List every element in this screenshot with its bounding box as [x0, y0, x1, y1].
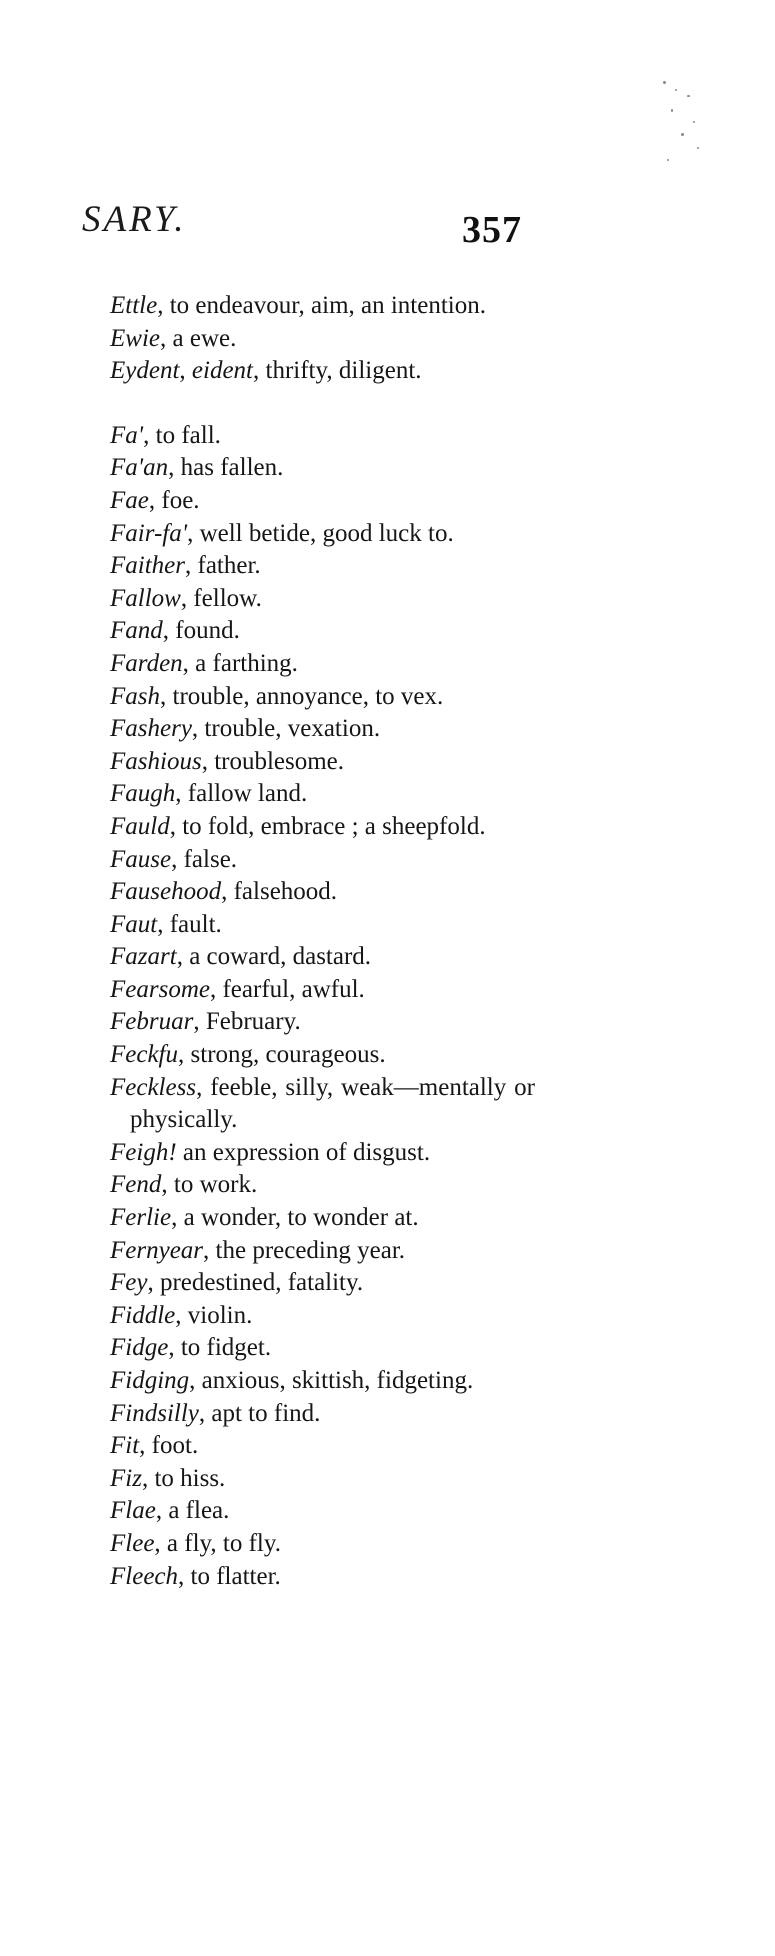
glossary-entry: [110, 1267, 535, 1300]
definition: , to fold, embrace ; a sheepfold.: [169, 812, 486, 840]
glossary-entry: [110, 876, 535, 909]
headword: Flae: [110, 1497, 156, 1525]
definition: , feeble, silly, weak—mentally or physically.: [130, 1073, 535, 1134]
glossary-entry: [110, 615, 535, 648]
definition: , a fly, to fly.: [154, 1529, 282, 1557]
glossary-entry: [110, 290, 535, 323]
page-edge-specks: [653, 75, 713, 175]
headword: Fashious: [110, 747, 202, 775]
glossary-entry: [110, 1495, 535, 1528]
definition: , a flea.: [155, 1497, 230, 1525]
definition: , trouble, vexation.: [191, 715, 381, 743]
glossary-entry: [110, 778, 535, 811]
headword: Fashery: [110, 715, 192, 743]
glossary-entry: [110, 1202, 535, 1235]
glossary-entry: [110, 1561, 535, 1594]
headword: Feigh!: [110, 1138, 177, 1166]
glossary-entry: [110, 420, 535, 453]
headword: Fiz: [110, 1464, 142, 1492]
headword: Flee: [110, 1529, 155, 1557]
glossary-entry: [110, 1137, 535, 1170]
headword: Fair-fa': [110, 519, 188, 547]
glossary-entry: [110, 713, 535, 746]
definition: , trouble, annoyance, to vex.: [160, 682, 444, 710]
headword: Ewie: [110, 324, 160, 352]
glossary-entry: [110, 811, 535, 844]
headword: Eydent: [110, 357, 180, 385]
glossary-entries: [110, 290, 535, 1593]
headword: Fazart: [110, 943, 177, 971]
headword: Fidge: [110, 1334, 169, 1362]
definition: an expression of disgust.: [176, 1138, 431, 1166]
definition: , to flatter.: [178, 1562, 281, 1590]
glossary-entry: [110, 518, 535, 551]
definition: , has fallen.: [168, 454, 284, 482]
glossary-entry: [110, 1235, 535, 1268]
glossary-entry: [110, 648, 535, 681]
definition: , false.: [171, 845, 238, 873]
headword: Fearsome: [110, 975, 210, 1003]
definition: ,: [179, 357, 192, 385]
headword: Fauld: [110, 812, 170, 840]
headword: Fause: [110, 845, 172, 873]
definition: , to fall.: [143, 421, 221, 449]
headword: Ferlie: [110, 1204, 172, 1232]
glossary-entry: [110, 844, 535, 877]
glossary-entry: [110, 1398, 535, 1431]
headword: Fiddle: [110, 1301, 176, 1329]
definition: , foe.: [148, 486, 200, 514]
headword: Fausehood: [110, 878, 222, 906]
glossary-entry: [110, 909, 535, 942]
headword: Fernyear: [110, 1236, 204, 1264]
definition: , fault.: [157, 910, 222, 938]
definition: , a farthing.: [182, 649, 298, 677]
glossary-entry: [110, 1463, 535, 1496]
definition: , thrifty, diligent.: [253, 357, 422, 385]
definition: , anxious, skittish, fidgeting.: [189, 1367, 474, 1394]
headword: Fit: [110, 1432, 140, 1460]
headword: Fallow: [110, 584, 181, 612]
definition: , a wonder, to wonder at.: [171, 1204, 419, 1232]
definition: , violin.: [175, 1301, 253, 1329]
running-head: SARY.: [82, 199, 187, 240]
definition: , strong, courageous.: [178, 1041, 386, 1069]
glossary-entry: [110, 452, 535, 485]
definition: , fallow land.: [175, 780, 308, 808]
headword: Fey: [110, 1269, 148, 1297]
definition: , February.: [193, 1008, 301, 1036]
definition: , apt to find.: [198, 1399, 321, 1427]
headword: Faither: [110, 552, 185, 580]
definition: , to work.: [161, 1171, 258, 1199]
definition: , foot.: [139, 1432, 199, 1460]
headword: Farden: [110, 649, 183, 677]
headword: Fae: [110, 486, 149, 514]
headword: Fend: [110, 1171, 162, 1199]
glossary-entry: [110, 1039, 535, 1072]
definition: , fearful, awful.: [209, 975, 365, 1003]
headword: Februar: [110, 1008, 194, 1036]
definition: , troublesome.: [201, 747, 345, 775]
glossary-entry: [110, 1430, 535, 1463]
definition: , found.: [162, 617, 240, 645]
definition: , father.: [185, 552, 261, 580]
glossary-entry: [110, 746, 535, 779]
glossary-entry: [110, 1332, 535, 1365]
glossary-entry: [110, 355, 535, 388]
glossary-entry: [110, 1300, 535, 1333]
definition: , well betide, good luck to.: [187, 519, 454, 547]
glossary-entry: [110, 550, 535, 583]
headword: Fidging: [110, 1367, 190, 1394]
headword-variant: eident: [191, 357, 254, 385]
headword: Faugh: [110, 780, 176, 808]
glossary-entry: [110, 1528, 535, 1561]
headword: Fleech: [110, 1562, 179, 1590]
glossary-entry: [110, 681, 535, 714]
glossary-entry: [110, 1072, 535, 1137]
headword: Findsilly: [110, 1399, 199, 1427]
definition: , a coward, dastard.: [176, 943, 372, 971]
definition: , a ewe.: [160, 324, 237, 352]
definition: , the preceding year.: [203, 1236, 406, 1264]
definition: , to hiss.: [141, 1464, 226, 1492]
glossary-entry: [110, 485, 535, 518]
headword: Faut: [110, 910, 158, 938]
headword: Ettle: [110, 292, 158, 319]
glossary-entry: [110, 1006, 535, 1039]
definition: , falsehood.: [221, 878, 338, 906]
definition: , to fidget.: [168, 1334, 272, 1362]
glossary-entry: [110, 1365, 535, 1398]
headword: Fash: [110, 682, 160, 710]
definition: , predestined, fatality.: [147, 1269, 364, 1297]
definition: , fellow.: [180, 584, 262, 612]
definition: , to endeavour, aim, an intention.: [157, 292, 486, 319]
glossary-entry: [110, 941, 535, 974]
glossary-entry: [110, 1169, 535, 1202]
headword: Fand: [110, 617, 163, 645]
headword: Feckless: [110, 1073, 197, 1101]
headword: Feckfu: [110, 1041, 179, 1069]
glossary-entry: [110, 323, 535, 356]
glossary-entry: [110, 583, 535, 616]
page-number: 357: [462, 209, 522, 251]
glossary-entry: [110, 974, 535, 1007]
headword: Fa'an: [110, 454, 169, 482]
headword: Fa': [110, 421, 144, 449]
